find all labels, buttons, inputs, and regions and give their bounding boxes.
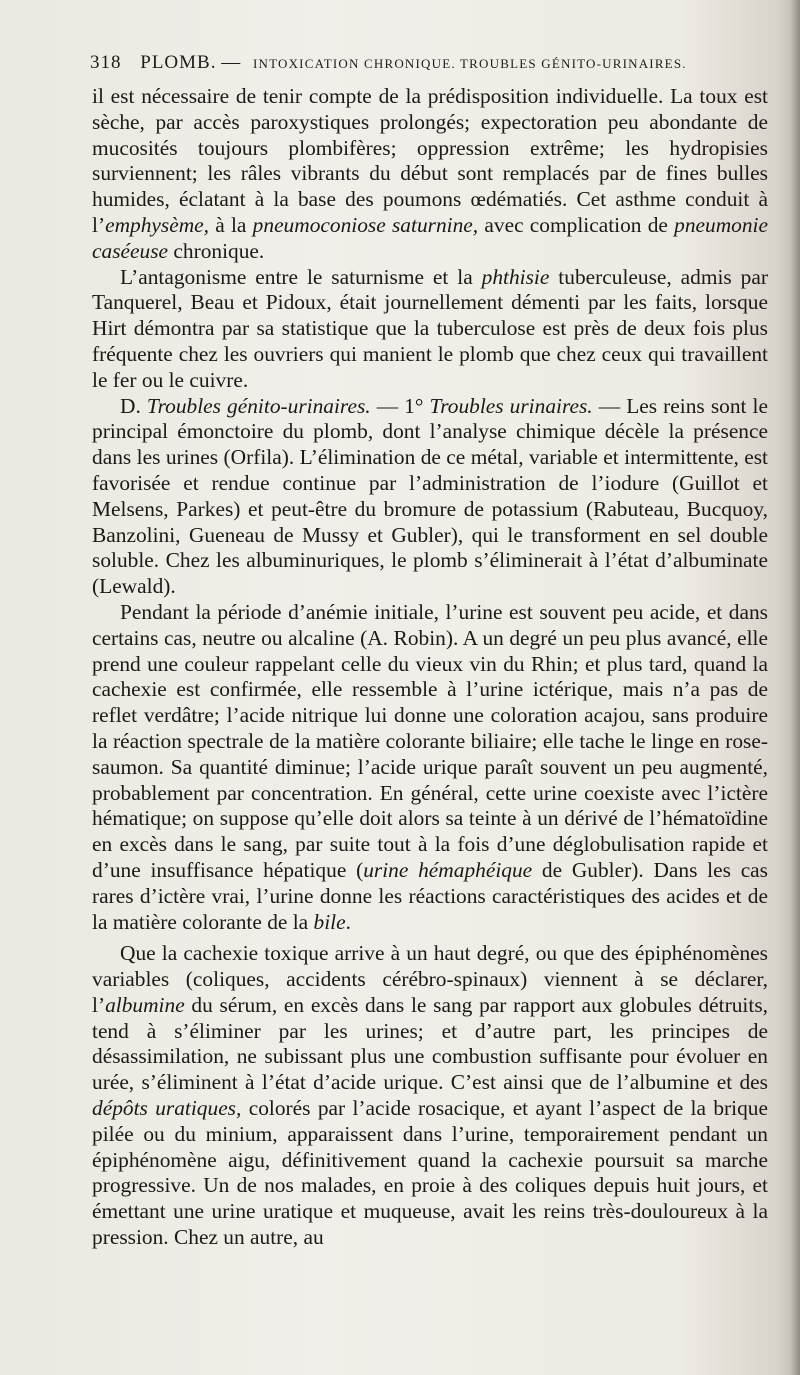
text-span: Pendant la période d’anémie initiale, l’urine est souvent peu acide, et dans certains cas, neutre ou alcaline (A. Robin). A un degré un peu plus avancé, elle prend une couleur rappelant celle du vieux vin du Rhin; et plus tard, quand la cachexie est confirmée, elle ressemble à l’urine ictérique, mais n’a pas de reflet verdâtre; l’acide nitrique lui donne une coloration acajou, sans produire la réaction spectrale de la matière colorante biliaire; elle tache le linge en rose-saumon. Sa quantité diminue; l’acide urique paraît souvent un peu augmenté, probablement par concentration. En général, cette urine coexiste avec l’ictère hématique; on suppose qu’elle doit alors sa teinte à un dérivé de l’hématoïdine en excès dans le sang, par suite tout à la fois d’une déglobulisation rapide et d’une insuffisance hépatique (	[92, 599, 768, 882]
italic-term: albumine	[105, 992, 185, 1017]
page-body	[92, 84, 768, 1251]
text-span: .	[345, 909, 351, 934]
italic-term: pneumoconiose saturnine,	[252, 212, 479, 237]
text-span: chronique.	[168, 238, 265, 263]
chapter-title: PLOMB.	[140, 52, 217, 73]
text-span: il est nécessaire de tenir compte de la prédisposition individuelle. La toux est sèche, par accès paroxystiques prolongés; expectoration peu abondante de mucosités toujours plombifères; oppression extrême; les hydropisies surviennent; les râles vibrants du début sont remplacés par de fines bulles humides, éclatant à la base des poumons œdématiés. Cet asthme conduit à l’	[92, 84, 768, 237]
paragraph-respiratory	[92, 84, 768, 265]
running-title: INTOXICATION CHRONIQUE. TROUBLES GÉNITO-URINAIRES.	[252, 56, 687, 71]
paragraph-cachexie	[92, 941, 768, 1251]
text-span: colorés par l’acide rosacique, et ayant l’aspect de la brique pilée ou du minium, apparaissent dans l’urine, temporairement pendant un épiphénomène aigu, définitivement quand la cachexie poursuit sa marche progressive. Un de nos malades, en proie à des coliques depuis huit jours, et émettant une urine uratique et muqueuse, avait les reins très-douloureux à la pression. Chez un autre, au	[92, 1096, 768, 1250]
italic-term: emphysème,	[105, 212, 210, 237]
running-header	[90, 52, 770, 74]
text-span: de Gubler). Dans les cas rares d’ictère vrai, l’urine donne les réactions caractéristiques des acides et de la matière colorante de la	[92, 857, 769, 934]
text-span: L’antagonisme entre le saturnisme et la	[120, 264, 482, 289]
italic-term: bile	[313, 909, 346, 934]
italic-term: dépôts uratiques,	[92, 1096, 242, 1121]
text-span: — 1°	[370, 393, 430, 418]
italic-term: phthisie	[481, 264, 550, 289]
paragraph-urine-anemie	[92, 600, 768, 935]
italic-term: urine hémaphéique	[363, 857, 533, 882]
header-dash: —	[221, 52, 241, 73]
section-heading: Troubles génito-urinaires.	[146, 393, 371, 418]
subsection-heading: Troubles urinaires.	[429, 393, 593, 418]
text-span: du sérum, en excès dans le sang par rapport aux globules détruits, tend à s’éliminer par les urines; et d’autre part, les principes de désassimilation, ne subissant plus une combustion suffisante pour évoluer en urée, s’éliminent à l’état d’acide urique. C’est ainsi que de l’albumine et des	[92, 992, 768, 1095]
page-number: 318	[90, 52, 122, 73]
text-span: Que la cachexie toxique arrive à un haut degré, ou que des épiphénomènes variables (coliques, accidents cérébro-spinaux) viennent à se déclarer, l’	[92, 941, 768, 1017]
section-letter: D.	[120, 393, 147, 418]
text-span: — Les reins sont le principal émonctoire du plomb, dont l’analyse chimique décèle la présence dans les urines (Orfila). L’élimination de ce métal, variable et intermittente, est favorisée et rendue continue par l’administration de l’iodure (Guillot et Melsens, Parkes) et peut-être du bromure de potassium (Rabuteau, Bucquoy, Banzolini, Gueneau de Mussy et Gubler), qui le transforment en sel double soluble. Chez les albuminuriques, le plomb s’éliminerait à l’état d’albuminate (Lewald).	[92, 393, 768, 599]
text-span: à la	[209, 212, 253, 237]
text-span: tuberculeuse, admis par Tanquerel, Beau et Pidoux, était journellement démenti par les faits, lorsque Hirt démontra par sa statistique que la tuberculose est près de deux fois plus fréquente chez les ouvriers qui manient le plomb que chez ceux qui travaillent le fer ou le cuivre.	[92, 264, 768, 392]
italic-term: pneumonie caséeuse	[92, 212, 768, 263]
paragraph-section-d	[92, 394, 768, 600]
text-span: avec complication de	[478, 212, 675, 237]
paragraph-phthisie	[92, 265, 768, 394]
page-edge-shadow	[790, 0, 800, 1375]
